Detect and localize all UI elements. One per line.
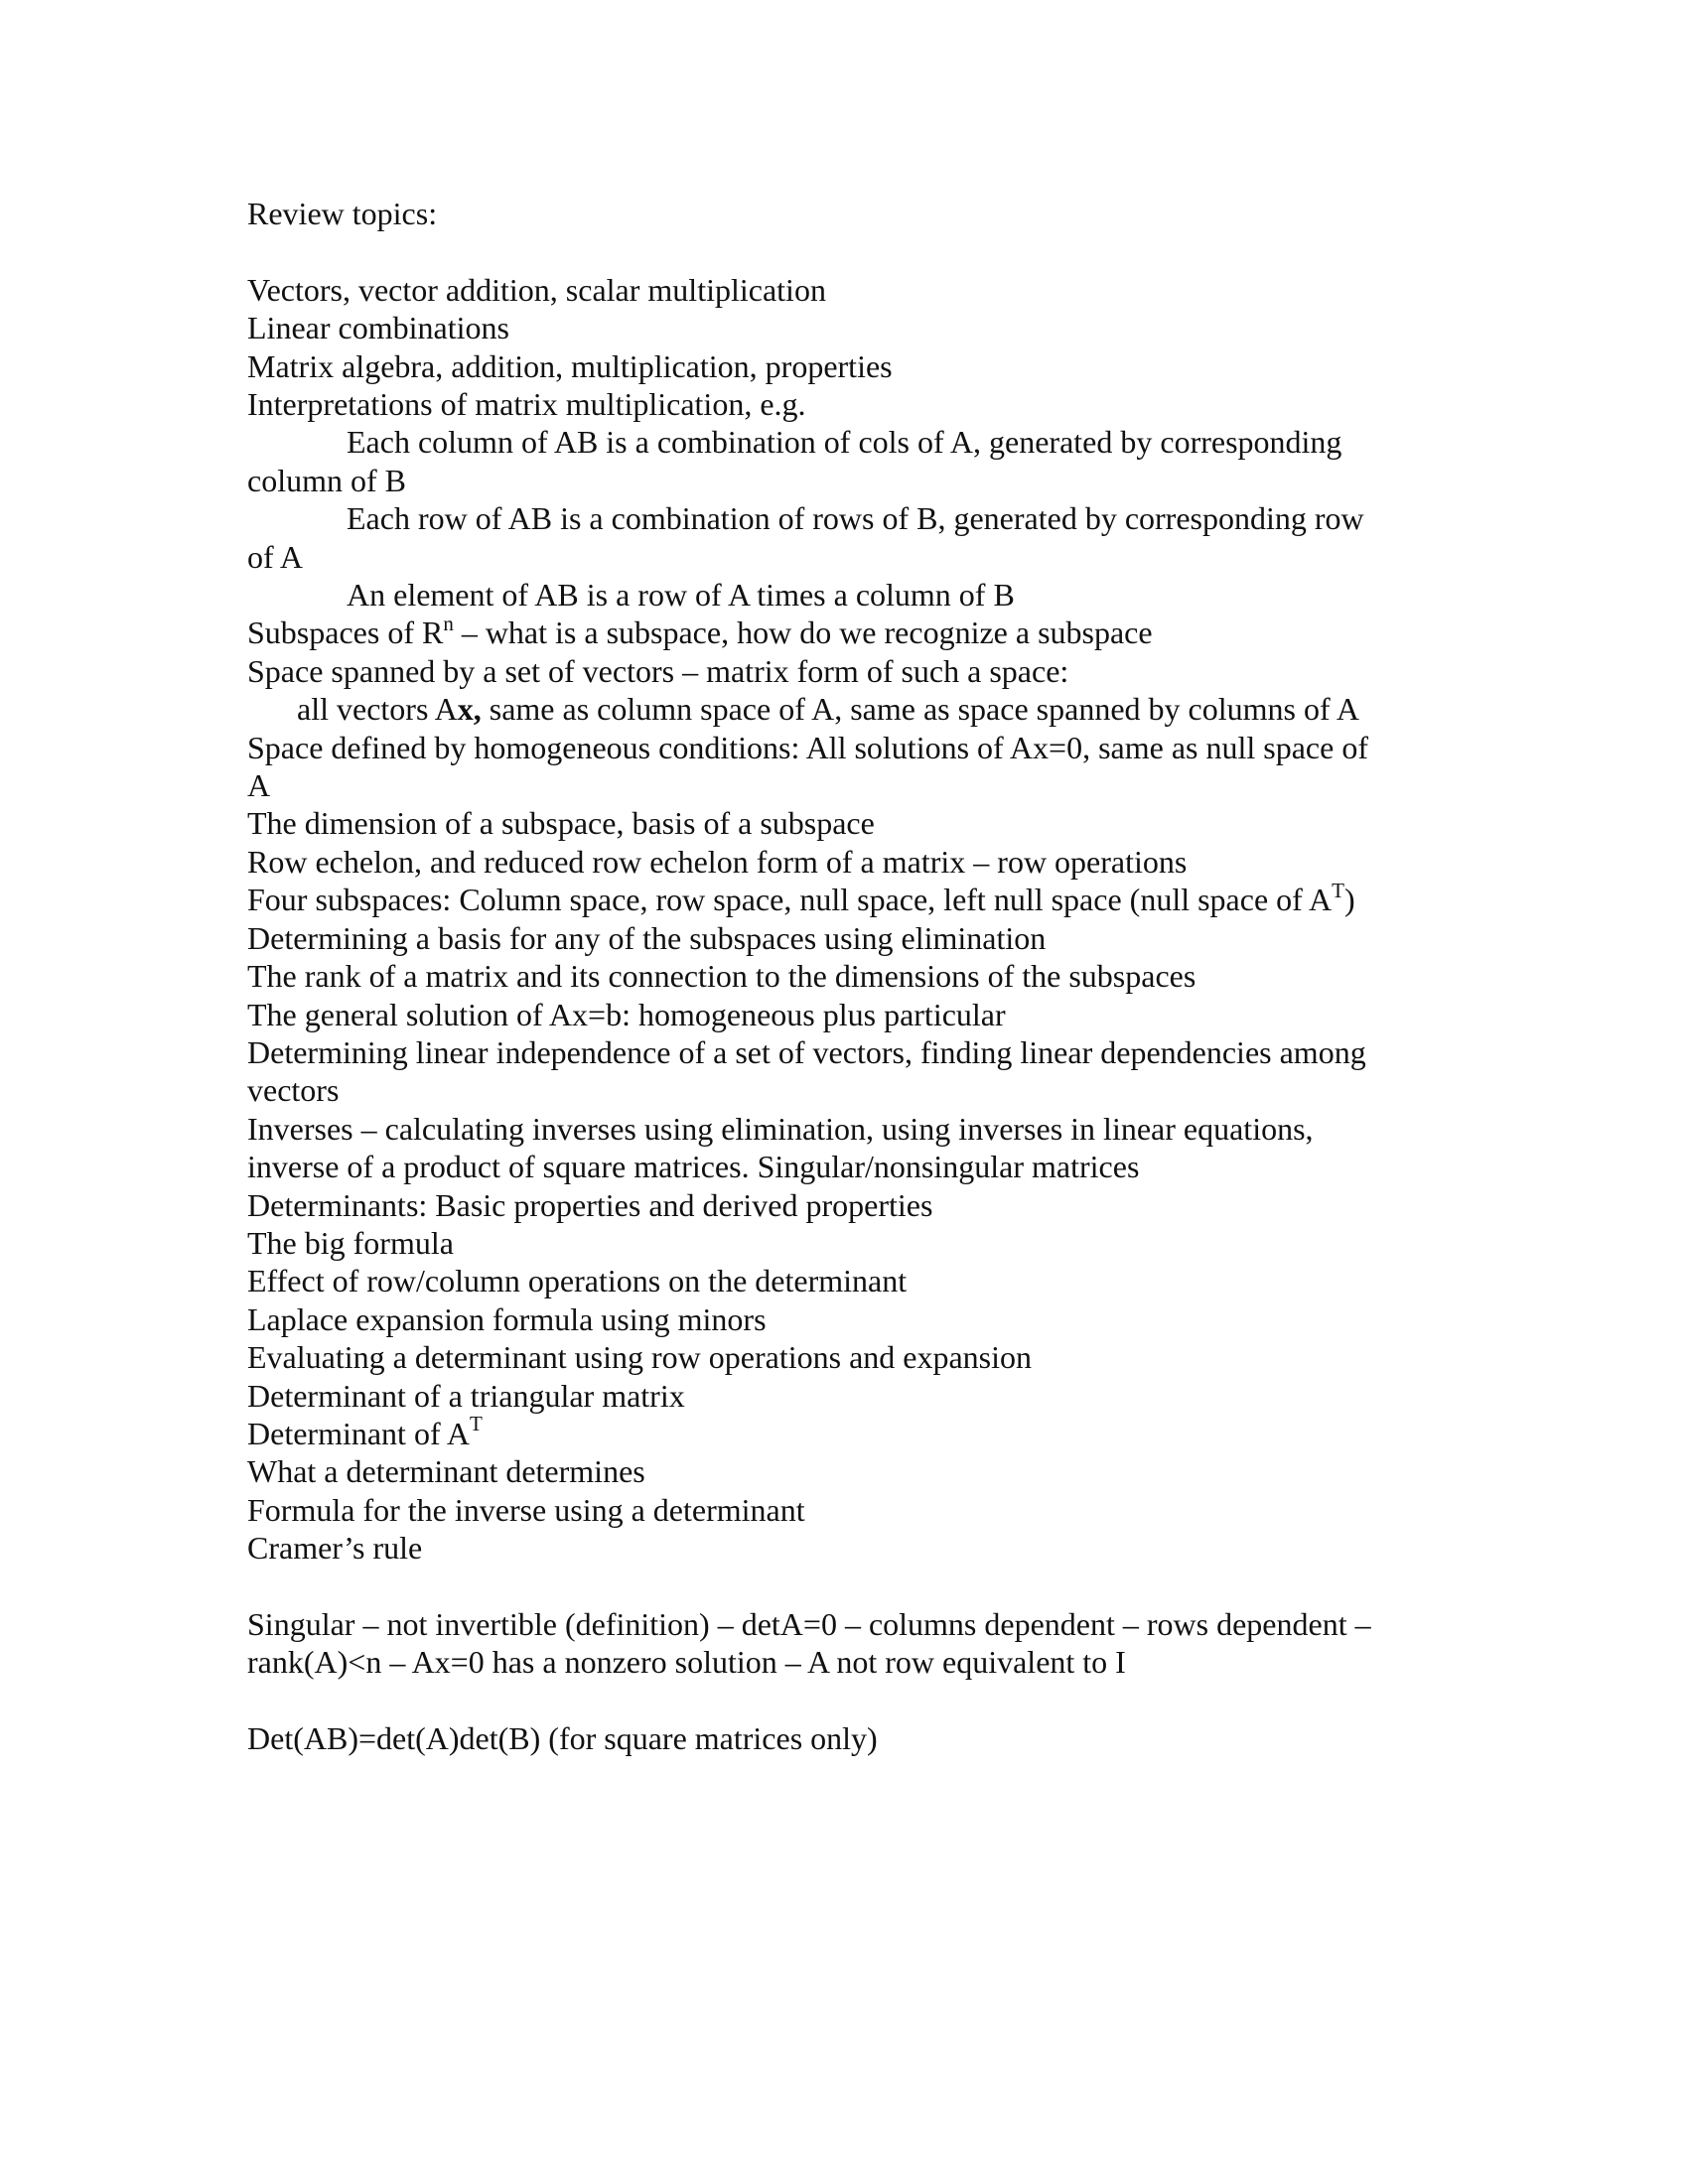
topic-line: Determinant of a triangular matrix — [247, 1377, 685, 1414]
topic-subline: Each row of AB is a combination of rows of B, generated by corresponding row — [347, 500, 1364, 537]
topic-text: same as column space of A, same as space spanned by columns of A — [481, 691, 1359, 728]
topic-line: Laplace expansion formula using minors — [247, 1300, 767, 1337]
topic-text: – what is a subspace, how do we recognize a subspace — [453, 614, 1153, 651]
topic-line: The dimension of a subspace, basis of a subspace — [247, 805, 875, 842]
topic-line: Determining linear independence of a set of vectors, finding linear dependencies among — [247, 1033, 1366, 1070]
document-body — [247, 195, 1449, 1758]
topic-line — [247, 611, 1449, 651]
topic-line: Linear combinations — [247, 310, 509, 346]
spacer — [247, 232, 1449, 270]
topic-line: Matrix algebra, addition, multiplication, properties — [247, 347, 893, 384]
topic-line: Formula for the inverse using a determinant — [247, 1491, 805, 1528]
topic-line: The general solution of Ax=b: homogeneous plus particular — [247, 996, 1006, 1032]
superscript: T — [469, 1412, 483, 1436]
topic-line: The big formula — [247, 1224, 454, 1261]
topic-line: Interpretations of matrix multiplication, e.g. — [247, 386, 806, 423]
topic-text: ) — [1343, 882, 1355, 918]
spacer — [247, 1682, 1449, 1719]
topic-line-wrap: inverse of a product of square matrices. Singular/nonsingular matrices — [247, 1149, 1140, 1185]
topic-subline-wrap: of A — [247, 538, 303, 575]
topic-text: Determinant of A — [247, 1415, 470, 1451]
singular-line: rank(A)<n – Ax=0 has a nonzero solution – A not row equivalent to I — [247, 1644, 1126, 1681]
topic-line: Inverses – calculating inverses using elimination, using inverses in linear equations, — [247, 1110, 1314, 1147]
topic-line: Cramer’s rule — [247, 1530, 423, 1567]
topic-text: Subspaces of R — [247, 614, 444, 651]
det-product-line: Det(AB)=det(A)det(B) (for square matrices only) — [247, 1720, 878, 1757]
topic-line — [247, 1412, 1449, 1452]
topic-line: Evaluating a determinant using row operations and expansion — [247, 1339, 1033, 1376]
superscript: T — [1332, 878, 1344, 902]
topic-subline: Each column of AB is a combination of cols of A, generated by corresponding — [347, 424, 1342, 461]
superscript: n — [443, 611, 454, 635]
topic-line: Space defined by homogeneous conditions: All solutions of Ax=0, same as null space of — [247, 729, 1368, 765]
topic-line: Effect of row/column operations on the determinant — [247, 1263, 908, 1299]
topic-line: The rank of a matrix and its connection to the dimensions of the subspaces — [247, 958, 1196, 995]
spacer — [247, 1568, 1449, 1605]
topic-line: Determinants: Basic properties and derived properties — [247, 1186, 933, 1223]
topic-line-wrap: A — [247, 767, 271, 804]
topic-line: Vectors, vector addition, scalar multiplication — [247, 271, 826, 308]
singular-line: Singular – not invertible (definition) – detA=0 – columns dependent – rows dependent – — [247, 1606, 1371, 1642]
topic-subline — [247, 690, 1449, 728]
topic-line: Determining a basis for any of the subspaces using elimination — [247, 919, 1047, 956]
topic-subline-wrap: column of B — [247, 462, 406, 498]
topic-text: all vectors A — [297, 691, 458, 728]
topic-line: Row echelon, and reduced row echelon form of a matrix – row operations — [247, 843, 1188, 880]
topic-line: Space spanned by a set of vectors – matrix form of such a space: — [247, 652, 1069, 689]
page-heading: Review topics: — [247, 196, 438, 231]
topic-subline: An element of AB is a row of A times a column of B — [347, 577, 1015, 614]
bold-vector: x, — [457, 691, 482, 728]
topic-line-wrap: vectors — [247, 1072, 340, 1109]
topic-text: Four subspaces: Column space, row space, null space, left null space (null space of A — [247, 882, 1333, 918]
topic-line — [247, 878, 1449, 918]
topic-line: What a determinant determines — [247, 1453, 645, 1490]
